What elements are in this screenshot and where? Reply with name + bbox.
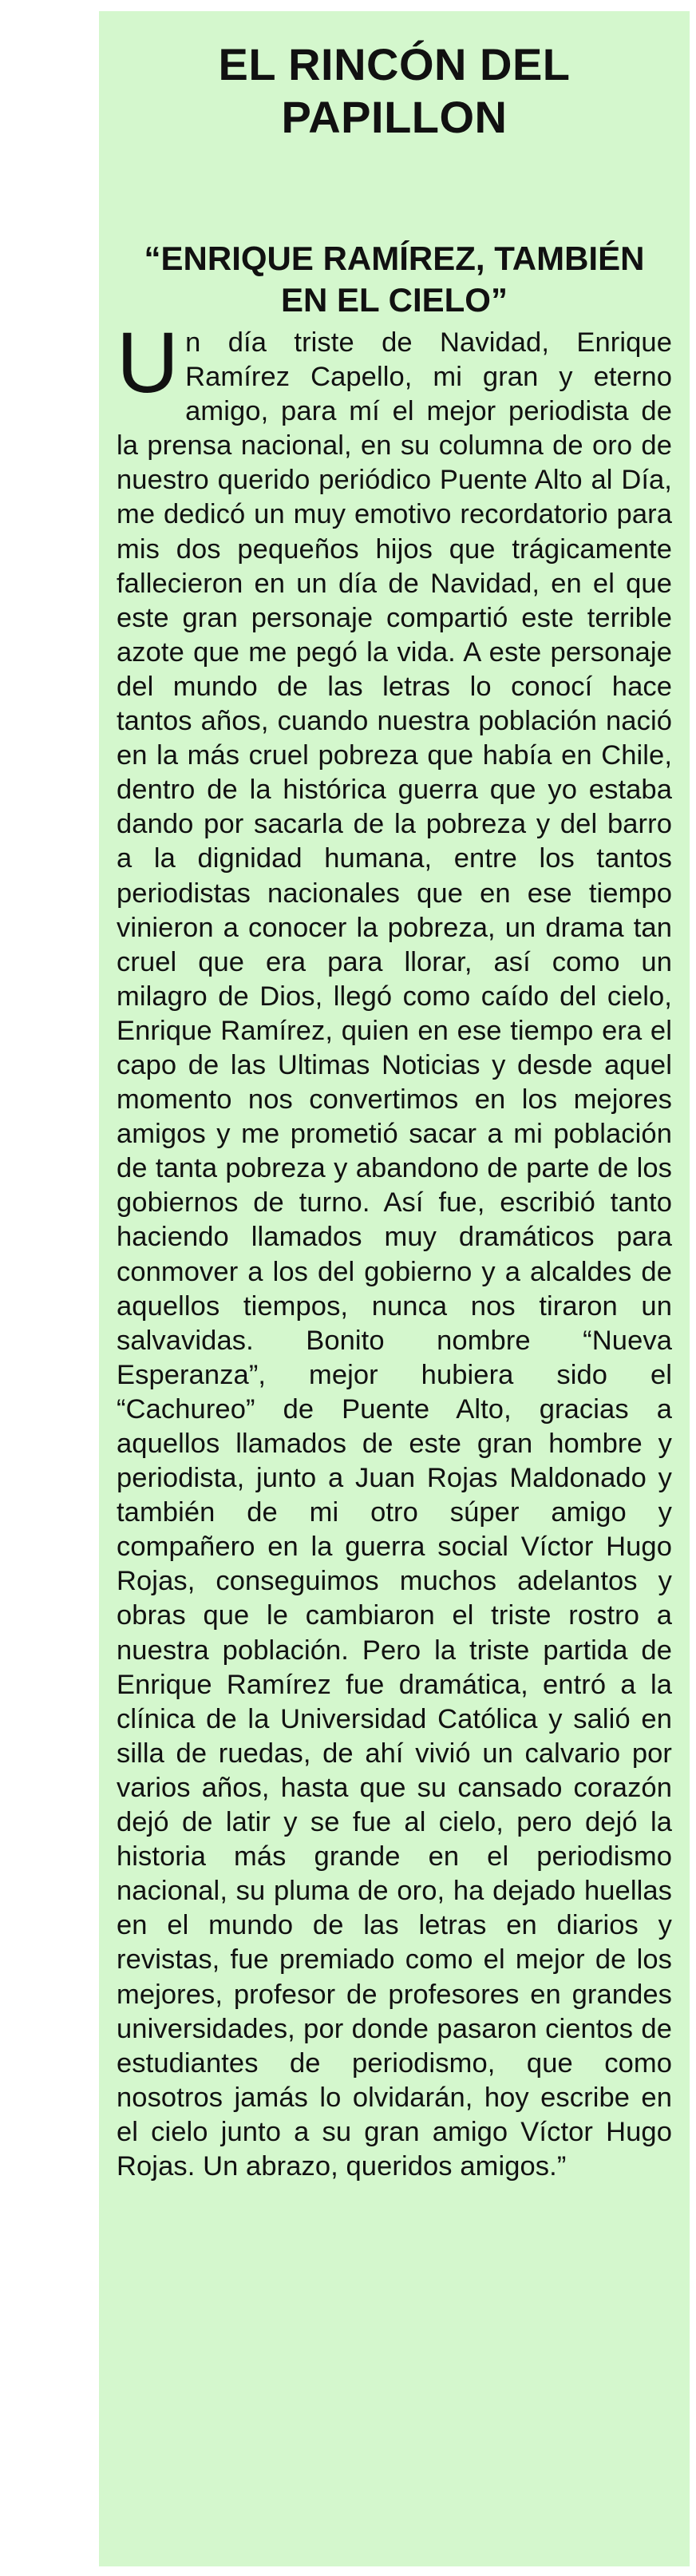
- article-body: [117, 314, 672, 2184]
- article-headline: “ENRIQUE RAMÍREZ, TAMBIÉN EN EL CIELO”: [144, 240, 645, 319]
- article-body-text: n día triste de Navidad, Enrique Ramírez Capello, mi gran y eterno amigo, para mí el mejor periodista de la prensa nacional, en su columna de oro de nuestro querido periódico Puente Alto al Día, me dedicó un muy emotivo recordatorio para mis dos pequeños hijos que trágicamente fallecieron en un día de Navidad, en el que este gran personaje compartió este terrible azote que me pegó la vida. A este personaje del mundo de las letras lo conocí hace tantos años, cuando nuestra población nació en la más cruel pobreza que había en Chile, dentro de la histórica guerra que yo estaba dando por sacarla de la pobreza y del barro a la dignidad humana, entre los tantos periodistas nacionales que en ese tiempo vinieron a conocer la pobreza, un drama tan cruel que era para llorar, así como un milagro de Dios, llegó como caído del cielo, Enrique Ramírez, quien en ese tiempo era el capo de las Ultimas Noticias y desde aquel momento nos convertimos en los mejores amigos y me prometió sacar a mi población de tanta pobreza y abandono de parte de los gobiernos de turno. Así fue, escribió tanto haciendo llamados muy dramáticos para conmover a los del gobierno y a alcaldes de aquellos tiempos, nunca nos tiraron un salvavidas. Bonito nombre “Nueva Esperanza”, mejor hubiera sido el “Cachureo” de Puente Alto, gracias a aquellos llamados de este gran hombre y periodista, junto a Juan Rojas Maldonado y también de mi otro súper amigo y compañero en la guerra social Víctor Hugo Rojas, conseguimos muchos adelantos y obras que le cambiaron el triste rostro a nuestra población. Pero la triste partida de Enrique Ramírez fue dramática, entró a la clínica de la Universidad Católica y salió en silla de ruedas, de ahí vivió un calvario por varios años, hasta que su cansado corazón dejó de latir y se fue al cielo, pero dejó la historia más grande en el periodismo nacional, su pluma de oro, ha dejado huellas en el mundo de las letras en diarios y revistas, fue premiado como el mejor de los mejores, profesor de profesores en grandes universidades, por donde pasaron cientos de estudiantes de periodismo, que como nosotros jamás lo olvidarán, hoy escribe en el cielo junto a su gran amigo Víctor Hugo Rojas. Un abrazo, queridos amigos.”: [117, 327, 672, 2182]
- column-title: EL RINCÓN DEL PAPILLON: [218, 39, 571, 142]
- column-panel: [99, 11, 690, 2566]
- drop-cap: U: [117, 314, 180, 410]
